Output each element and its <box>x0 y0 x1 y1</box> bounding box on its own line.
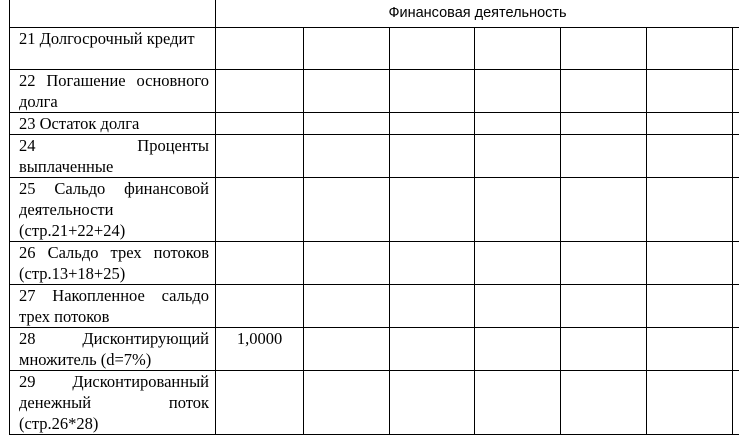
value-cell <box>561 371 647 435</box>
value-cell <box>304 242 390 285</box>
value-cell <box>647 328 733 371</box>
value-cell <box>561 113 647 135</box>
value-cell <box>475 328 561 371</box>
value-cell <box>733 371 739 435</box>
value-cell <box>216 28 304 70</box>
value-cell <box>216 371 304 435</box>
value-cell <box>216 242 304 285</box>
row-label: 22 Погашение основного долга <box>10 70 216 113</box>
row-label: 24 Проценты выплаченные <box>10 135 216 178</box>
value-cell <box>647 242 733 285</box>
value-cell <box>475 285 561 328</box>
row-label: 28 Дисконтирующий множитель (d=7%) <box>10 328 216 371</box>
value-cell <box>304 328 390 371</box>
value-cell <box>561 70 647 113</box>
value-cell <box>390 371 475 435</box>
section-header: Финансовая деятельность <box>216 0 739 28</box>
value-cell: 1,0000 <box>216 328 304 371</box>
value-cell <box>561 178 647 242</box>
value-cell <box>216 135 304 178</box>
value-cell <box>561 135 647 178</box>
value-cell <box>561 285 647 328</box>
value-cell <box>390 70 475 113</box>
value-cell <box>647 371 733 435</box>
table-row <box>10 135 739 178</box>
value-cell <box>647 113 733 135</box>
row-label: 23 Остаток долга <box>10 113 216 135</box>
value-cell <box>304 28 390 70</box>
value-cell <box>475 70 561 113</box>
section-header-row <box>10 0 739 28</box>
table-row <box>10 28 739 70</box>
table-row <box>10 178 739 242</box>
value-cell <box>475 178 561 242</box>
value-cell <box>475 113 561 135</box>
table-row <box>10 285 739 328</box>
value-cell <box>475 371 561 435</box>
value-cell <box>733 113 739 135</box>
value-cell <box>733 285 739 328</box>
value-cell <box>561 242 647 285</box>
value-cell <box>647 28 733 70</box>
value-cell <box>390 178 475 242</box>
value-cell <box>733 178 739 242</box>
value-cell <box>390 113 475 135</box>
value-cell <box>390 28 475 70</box>
value-cell <box>561 328 647 371</box>
value-cell <box>647 70 733 113</box>
value-cell <box>733 28 739 70</box>
row-label: 29 Дисконтированный денежный поток (стр.26*28) <box>10 371 216 435</box>
value-cell <box>304 135 390 178</box>
value-cell <box>733 242 739 285</box>
value-cell <box>733 135 739 178</box>
row-label: 27 Накопленное сальдо трех потоков <box>10 285 216 328</box>
value-cell <box>390 328 475 371</box>
value-cell <box>561 28 647 70</box>
value-cell <box>647 285 733 328</box>
table-row <box>10 371 739 435</box>
table-row <box>10 113 739 135</box>
value-cell <box>647 178 733 242</box>
value-cell <box>475 28 561 70</box>
value-cell <box>733 328 739 371</box>
row-label: 26 Сальдо трех потоков (стр.13+18+25) <box>10 242 216 285</box>
value-cell <box>216 113 304 135</box>
value-cell <box>216 285 304 328</box>
value-cell <box>390 135 475 178</box>
value-cell <box>733 70 739 113</box>
value-cell <box>390 285 475 328</box>
value-cell <box>216 70 304 113</box>
value-cell <box>475 135 561 178</box>
value-cell <box>475 242 561 285</box>
value-cell <box>304 178 390 242</box>
value-cell <box>304 371 390 435</box>
value-cell <box>390 242 475 285</box>
value-cell <box>216 178 304 242</box>
table-row <box>10 70 739 113</box>
value-cell <box>304 113 390 135</box>
financial-activity-table <box>9 0 739 435</box>
row-label: 25 Сальдо финансовой деятельности (стр.21+22+24) <box>10 178 216 242</box>
table-row <box>10 328 739 371</box>
value-cell <box>304 70 390 113</box>
value-cell <box>647 135 733 178</box>
value-cell <box>304 285 390 328</box>
table-row <box>10 242 739 285</box>
row-label: 21 Долгосрочный кредит <box>10 28 216 70</box>
